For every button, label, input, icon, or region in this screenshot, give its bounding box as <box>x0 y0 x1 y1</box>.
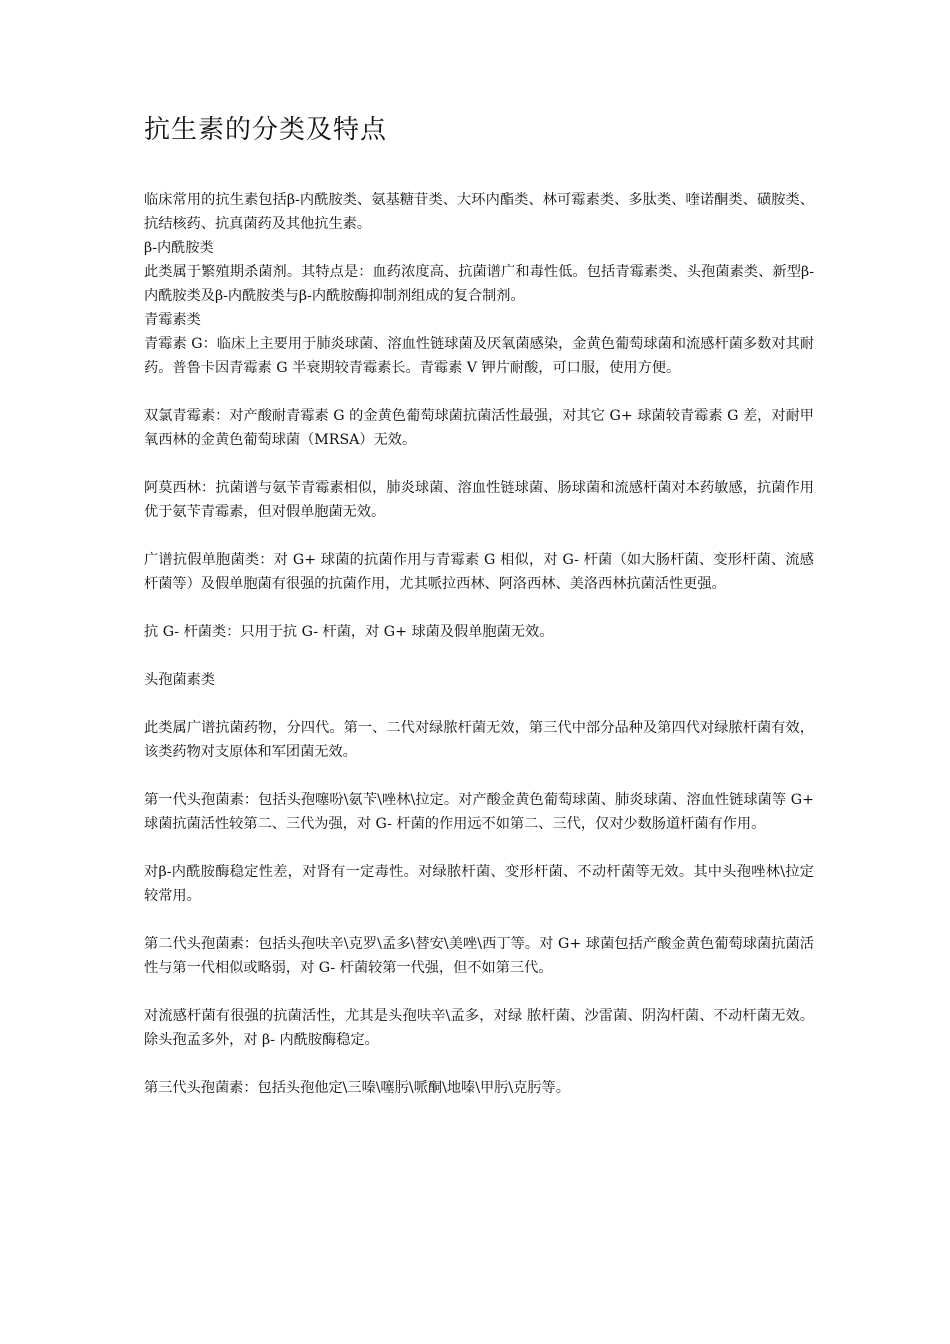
paragraph-beta-lactam: 此类属于繁殖期杀菌剂。其特点是：血药浓度高、抗菌谱广和毒性低。包括青霉素类、头孢菌素类、新型β-内酰胺类及β-内酰胺类与β-内酰胺酶抑制剂组成的复合制剂。 <box>144 264 814 304</box>
paragraph-anti-gram-negative: 抗 G- 杆菌类：只用于抗 G- 杆菌，对 G+ 球菌及假单胞菌无效。 <box>144 624 554 640</box>
heading-beta-lactam: β-内酰胺类 <box>144 240 214 256</box>
paragraph-third-generation: 第三代头孢菌素：包括头孢他定\三嗪\噻肟\哌酮\地嗪\甲肟\克肟等。 <box>144 1080 570 1096</box>
paragraph-cephalosporin: 此类属广谱抗菌药物，分四代。第一、二代对绿脓杆菌无效，第三代中部分品种及第四代对绿脓杆菌有效，该类药物对支原体和军团菌无效。 <box>144 720 814 760</box>
heading-cephalosporin: 头孢菌素类 <box>144 672 215 688</box>
paragraph-penicillin-g: 青霉素 G：临床上主要用于肺炎球菌、溶血性链球菌及厌氧菌感染，金黄色葡萄球菌和流感杆菌多数对其耐药。普鲁卡因青霉素 G 半衰期较青霉素长。青霉素 V 钾片耐酸，可口服，使用方便。 <box>144 336 814 376</box>
paragraph-dicloxacillin: 双氯青霉素：对产酸耐青霉素 G 的金黄色葡萄球菌抗菌活性最强，对其它 G+ 球菌较青霉素 G 差，对耐甲氧西林的金黄色葡萄球菌（MRSA）无效。 <box>144 408 814 448</box>
document-body <box>144 188 814 1100</box>
paragraph-amoxicillin: 阿莫西林：抗菌谱与氨苄青霉素相似，肺炎球菌、溶血性链球菌、肠球菌和流感杆菌对本药敏感，抗菌作用优于氨苄青霉素，但对假单胞菌无效。 <box>144 480 814 520</box>
paragraph-second-generation-activity: 对流感杆菌有很强的抗菌活性，尤其是头孢呋辛\孟多，对绿 脓杆菌、沙雷菌、阴沟杆菌、不动杆菌无效。除头孢孟多外，对 β- 内酰胺酶稳定。 <box>144 1008 814 1048</box>
heading-penicillin: 青霉素类 <box>144 312 201 328</box>
paragraph-second-generation: 第二代头孢菌素：包括头孢呋辛\克罗\孟多\替安\美唑\西丁等。对 G+ 球菌包括产酸金黄色葡萄球菌抗菌活性与第一代相似或略弱，对 G- 杆菌较第一代强，但不如第三代。 <box>144 936 814 976</box>
paragraph-first-generation-stability: 对β-内酰胺酶稳定性差，对肾有一定毒性。对绿脓杆菌、变形杆菌、不动杆菌等无效。其中头孢唑林\拉定较常用。 <box>144 864 814 904</box>
paragraph-first-generation: 第一代头孢菌素：包括头孢噻吩\氨苄\唑林\拉定。对产酸金黄色葡萄球菌、肺炎球菌、溶血性链球菌等 G+ 球菌抗菌活性较第二、三代为强，对 G- 杆菌的作用远不如第二、三代，仅对少数肠道杆菌有作用。 <box>144 792 814 832</box>
paragraph-intro: 临床常用的抗生素包括β-内酰胺类、氨基糖苷类、大环内酯类、林可霉素类、多肽类、喹诺酮类、磺胺类、抗结核药、抗真菌药及其他抗生素。 <box>144 192 814 232</box>
document-title: 抗生素的分类及特点 <box>144 115 388 145</box>
paragraph-antipseudomonal: 广谱抗假单胞菌类：对 G+ 球菌的抗菌作用与青霉素 G 相似，对 G- 杆菌（如大肠杆菌、变形杆菌、流感杆菌等）及假单胞菌有很强的抗菌作用，尤其哌拉西林、阿洛西林、美洛西林抗菌活性更强。 <box>144 552 814 592</box>
